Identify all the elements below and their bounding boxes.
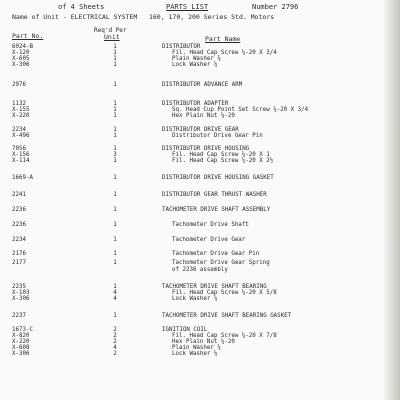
part-name: TACHOMETER DRIVE SHAFT BEARING GASKET [162,313,292,319]
part-number: 7056 [12,146,26,152]
part-number: 2234 [12,127,26,133]
part-number: 2241 [12,192,26,198]
part-name: DISTRIBUTOR ADAPTER [162,101,229,107]
part-number: 2176 [12,251,26,257]
part-name-continued: of 2236 assembly [172,267,228,273]
part-number: 1132 [12,101,26,107]
part-name: Tachometer Drive Gear Spring [172,260,270,266]
binder-edge [384,0,400,400]
part-number: X-306 [12,296,30,302]
part-number: X-306 [12,351,30,357]
qty-per-unit: 1 [113,107,117,113]
qty-per-unit: 1 [113,146,117,152]
part-number: X-220 [12,113,30,119]
qty-per-unit: 2 [113,351,117,357]
qty-per-unit: 1 [113,175,117,181]
qty-per-unit: 1 [113,82,117,88]
part-name: Hex Plain Nut ¼-20 [172,339,235,345]
col-header-part-no: Part No. [12,32,44,40]
qty-per-unit: 2 [113,327,117,333]
part-name: IGNITION COIL [162,327,208,333]
part-number: X-156 [12,152,30,158]
part-number: X-496 [12,133,30,139]
qty-per-unit: 1 [113,158,117,164]
part-number: X-120 [12,50,30,56]
part-name: TACHOMETER DRIVE SHAFT BEARING [162,284,267,290]
part-name: Fil. Head Cap Screw ¼-20 X 2½ [172,158,274,164]
part-number: 2236 [12,207,26,213]
qty-per-unit: 1 [113,50,117,56]
qty-per-unit: 4 [113,296,117,302]
part-name: DISTRIBUTOR [162,44,201,50]
qty-per-unit: 2 [113,333,117,339]
qty-per-unit: 1 [113,127,117,133]
part-number: 2236 [12,222,26,228]
part-number: X-220 [12,339,30,345]
part-number: X-114 [12,158,30,164]
qty-per-unit: 3 [113,152,117,158]
qty-per-unit: 1 [113,260,117,266]
part-number: X-103 [12,290,30,296]
col-header-part-name: Part Name [205,35,241,43]
part-name: Fil. Head Cap Screw ¼-20 X 5/8 [172,290,277,296]
part-number: 1673-C [12,327,33,333]
part-name: DISTRIBUTOR DRIVE HOUSING GASKET [162,175,274,181]
part-name: Lock Washer ¼ [172,62,218,68]
qty-per-unit: 1 [113,192,117,198]
qty-per-unit: 1 [113,62,117,68]
part-number: X-820 [12,333,30,339]
qty-per-unit: 4 [113,345,117,351]
part-name: Tachometer Drive Gear [172,237,246,243]
qty-per-unit: 1 [113,251,117,257]
part-name: DISTRIBUTOR DRIVE GEAR [162,127,239,133]
part-name: Tachometer Drive Shaft [172,222,249,228]
part-name: TACHOMETER DRIVE SHAFT ASSEMBLY [162,207,271,213]
doc-number: Number 2796 [252,3,299,11]
doc-title: PARTS LIST [166,3,209,11]
qty-per-unit: 2 [113,339,117,345]
part-name: Hex Plain Nut ¼-20 [172,113,235,119]
part-name: Fil. Head Cap Screw ¼-20 X 1 [172,152,270,158]
col-header-reqd-1: Req'd Per [94,27,127,34]
unit-name: Name of Unit - ELECTRICAL SYSTEM 160, 170, 200 Series Std. Motors [12,13,275,21]
part-number: 2976 [12,82,26,88]
part-name: Plain Washer ¼ [172,345,221,351]
part-number: 2177 [12,260,26,266]
part-name: Lock Washer ¼ [172,296,218,302]
part-name: Tachometer Drive Gear Pin [172,251,260,257]
qty-per-unit: 1 [113,113,117,119]
part-number: X-605 [12,56,30,62]
qty-per-unit: 4 [113,290,117,296]
qty-per-unit: 1 [113,133,117,139]
part-name: DISTRIBUTOR DRIVE HOUSING [162,146,250,152]
sheet-count: of 4 Sheets [58,3,105,11]
part-number: 1669-A [12,175,33,181]
part-number: X-155 [12,107,30,113]
qty-per-unit: 1 [113,222,117,228]
part-name: Fil. Head Cap Screw ¼-20 X 3/4 [172,50,277,56]
qty-per-unit: 1 [113,313,117,319]
qty-per-unit: 1 [113,237,117,243]
part-number: 2237 [12,313,26,319]
part-number: 2234 [12,237,26,243]
part-name: DISTRIBUTOR ADVANCE ARM [162,82,243,88]
col-header-reqd-2: Unit [104,33,120,41]
part-name: DISTRIBUTOR GEAR THRUST WASHER [162,192,267,198]
part-number: X-306 [12,62,30,68]
qty-per-unit: 1 [113,56,117,62]
part-name: Plain Washer ¼ [172,56,221,62]
part-number: 6024-B [12,44,33,50]
part-number: 2235 [12,284,26,290]
qty-per-unit: 1 [113,284,117,290]
qty-per-unit: 1 [113,101,117,107]
part-name: Sq. Head Cup Point Set Screw ¼-20 X 3/4 [172,107,309,113]
part-name: Distributor Drive Gear Pin [172,133,263,139]
part-number: X-608 [12,345,30,351]
qty-per-unit: 1 [113,207,117,213]
part-name: Fil. Head Cap Screw ¼-20 X 7/8 [172,333,277,339]
qty-per-unit: 1 [113,44,117,50]
part-name: Lock Washer ¼ [172,351,218,357]
